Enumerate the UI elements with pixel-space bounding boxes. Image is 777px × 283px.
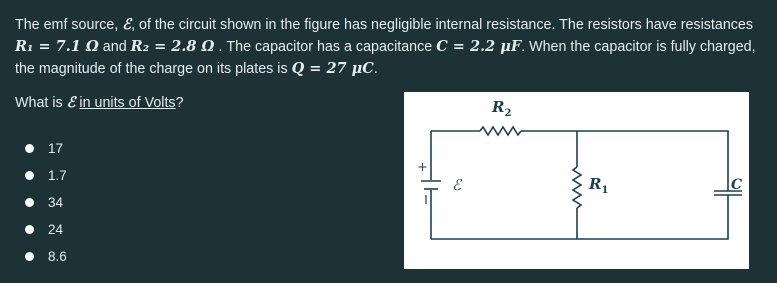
r2-label: $R_2$: [492, 98, 512, 119]
answer-option[interactable]: [25, 216, 67, 243]
bottom-wire: [431, 195, 728, 239]
prompt-text: ?: [175, 95, 184, 111]
option-label: 8.6: [48, 249, 67, 264]
answer-options: [25, 135, 67, 270]
option-label: 34: [48, 195, 64, 210]
radio-button[interactable]: [25, 171, 34, 180]
answer-option[interactable]: [25, 243, 67, 270]
question-text-part: The emf source,: [15, 17, 123, 33]
emf-symbol: ℰ: [122, 16, 132, 33]
prompt-text: What is: [15, 95, 67, 111]
question-prompt: [15, 93, 184, 113]
units-text: in units of Volts: [79, 95, 176, 111]
charge-value: Q = 27 μC: [291, 60, 374, 77]
answer-option[interactable]: [25, 135, 67, 162]
radio-button[interactable]: [25, 252, 34, 261]
option-label: 17: [48, 141, 64, 156]
question-text-part: . The capacitor has a capacitance: [214, 39, 437, 55]
plus-sign: +: [417, 160, 428, 175]
circuit-figure: [404, 92, 749, 269]
r1-label: $R_1$: [589, 175, 609, 196]
question-text-part: . When the capacitor is fully charged, the magnitude of the charge on its plates is: [15, 39, 756, 77]
radio-button[interactable]: [25, 198, 34, 207]
radio-button[interactable]: [25, 144, 34, 153]
question-text: [15, 14, 765, 80]
question-text-part: and: [98, 39, 131, 55]
r1-value: R₁ = 7.1 Ω: [15, 38, 99, 55]
radio-button[interactable]: [25, 225, 34, 234]
emf-symbol: ℰ: [66, 94, 76, 111]
question-text-part: , of the circuit shown in the figure has negligible internal resistance. The resistors have resistances: [131, 17, 754, 33]
r2-value: R₂ = 2.8 Ω: [130, 38, 215, 55]
capacitor-label: C: [731, 177, 743, 193]
emf-label: ℰ: [452, 176, 462, 194]
option-label: 1.7: [48, 168, 67, 183]
option-label: 24: [48, 222, 64, 237]
question-text-part: .: [373, 61, 378, 77]
capacitance-value: C = 2.2 μF: [436, 38, 522, 55]
answer-option[interactable]: [25, 189, 67, 216]
answer-option[interactable]: [25, 162, 67, 189]
r1-resistor: [573, 167, 581, 208]
top-wire-right: [521, 131, 728, 191]
r2-resistor: [480, 127, 521, 135]
